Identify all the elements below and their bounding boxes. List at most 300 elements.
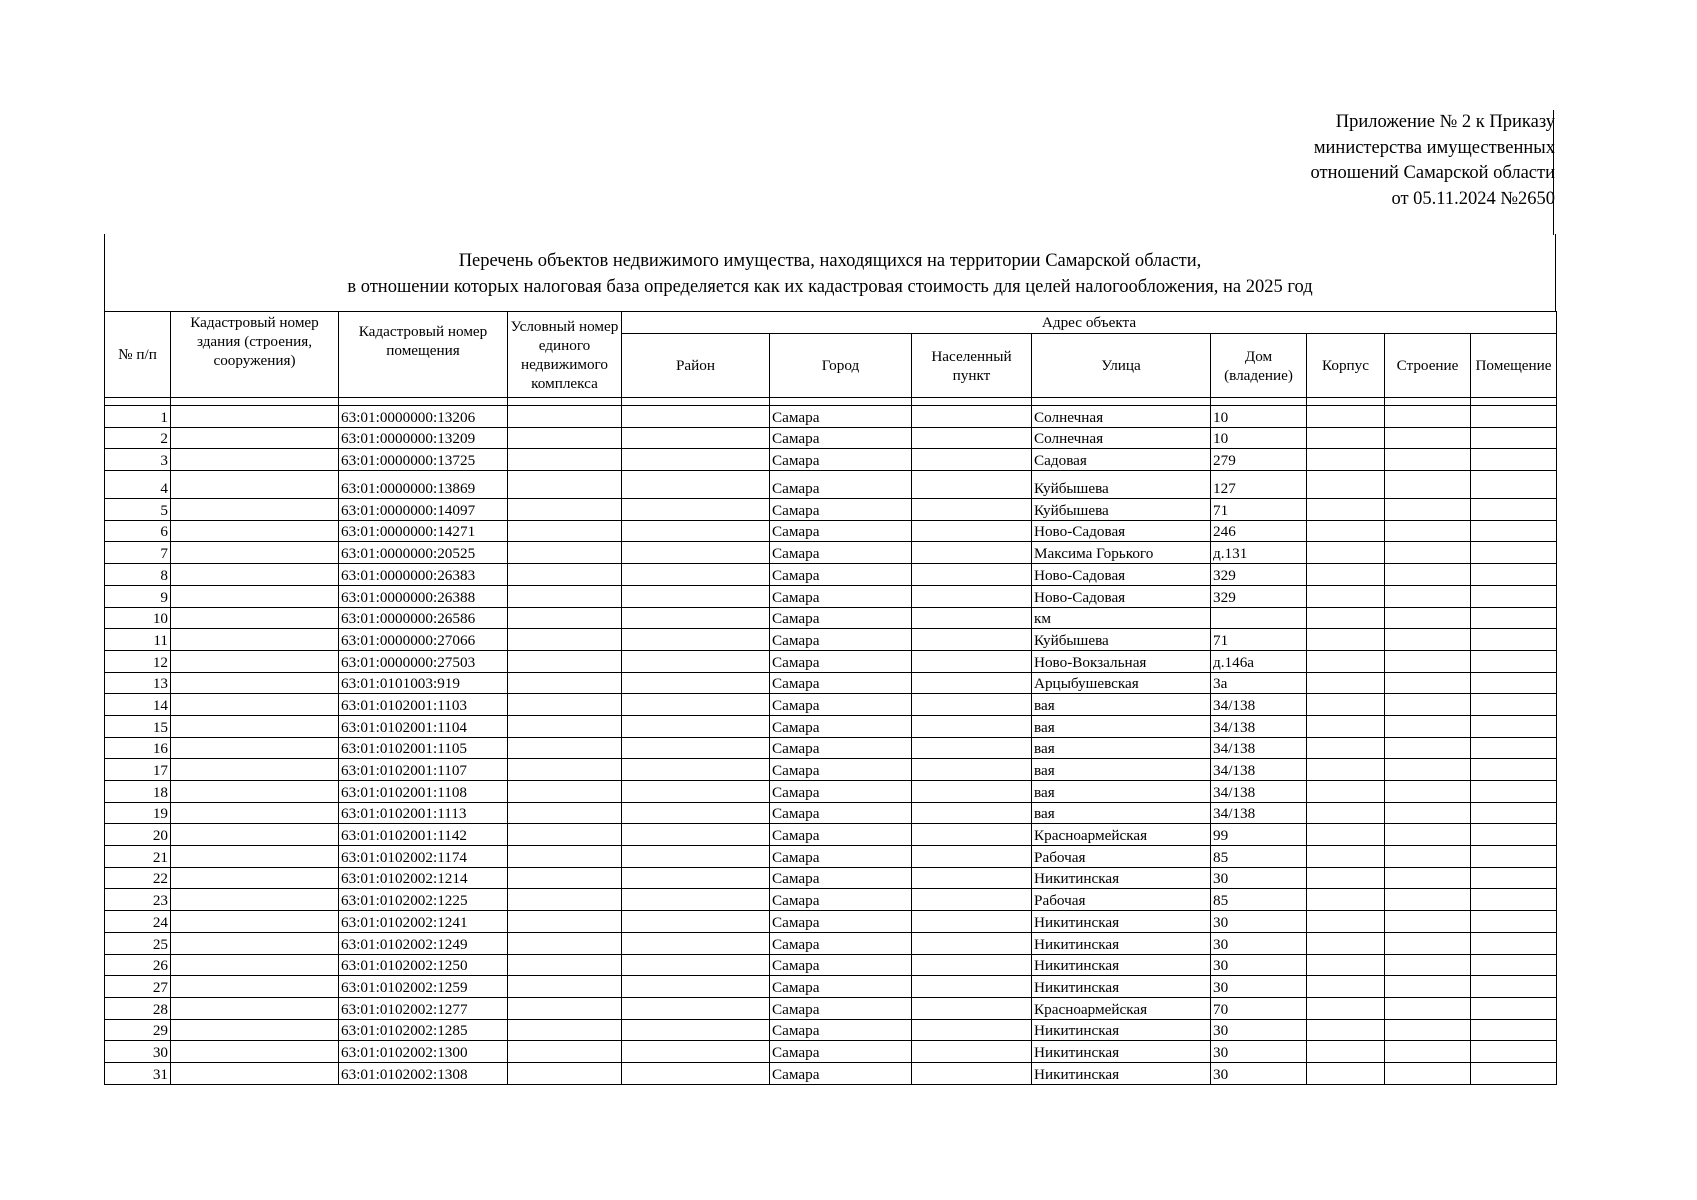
cell-korpus (1307, 650, 1385, 672)
cell-street: Куйбышева (1032, 629, 1211, 651)
cell-complex-number (508, 607, 622, 629)
table-row (105, 427, 1557, 449)
cell-num: 21 (105, 846, 171, 868)
cell-stroenie (1385, 846, 1471, 868)
table-row (105, 932, 1557, 954)
cell-premises-cadastral: 63:01:0102002:1277 (339, 997, 508, 1019)
cell-stroenie (1385, 954, 1471, 976)
cell-room (1471, 824, 1557, 846)
cell-city: Самара (770, 802, 912, 824)
cell-korpus (1307, 889, 1385, 911)
cell-room (1471, 471, 1557, 499)
cell-building-cadastral (171, 672, 339, 694)
cell-complex-number (508, 1041, 622, 1063)
cell-district (622, 759, 770, 781)
cell-district (622, 607, 770, 629)
appendix-line-2: министерства имущественных (1313, 137, 1555, 158)
cell-room (1471, 607, 1557, 629)
cell-city: Самара (770, 846, 912, 868)
cell-building-cadastral (171, 911, 339, 933)
cell-building-cadastral (171, 449, 339, 471)
table-row (105, 471, 1557, 499)
cell-house: 3а (1211, 672, 1307, 694)
cell-district (622, 715, 770, 737)
cell-room (1471, 406, 1557, 428)
cell-house: 70 (1211, 997, 1307, 1019)
cell-settlement (912, 824, 1032, 846)
cell-num: 5 (105, 499, 171, 521)
cell-house: 30 (1211, 1062, 1307, 1084)
cell-settlement (912, 449, 1032, 471)
cell-house: 246 (1211, 520, 1307, 542)
cell-complex-number (508, 997, 622, 1019)
cell-complex-number (508, 889, 622, 911)
cell-street: Куйбышева (1032, 499, 1211, 521)
table-row (105, 802, 1557, 824)
cell-city: Самара (770, 406, 912, 428)
cell-stroenie (1385, 499, 1471, 521)
cell-room (1471, 1062, 1557, 1084)
cell-settlement (912, 427, 1032, 449)
table-row (105, 520, 1557, 542)
cell-korpus (1307, 932, 1385, 954)
cell-district (622, 1062, 770, 1084)
cell-house: 34/138 (1211, 802, 1307, 824)
cell-settlement (912, 672, 1032, 694)
cell-street: Куйбышева (1032, 471, 1211, 499)
cell-room (1471, 997, 1557, 1019)
header-premises-cadastral: Кадастровый номер помещения (339, 312, 508, 398)
cell-building-cadastral (171, 694, 339, 716)
cell-premises-cadastral: 63:01:0000000:26388 (339, 585, 508, 607)
cell-premises-cadastral: 63:01:0000000:27503 (339, 650, 508, 672)
cell-settlement (912, 997, 1032, 1019)
cell-korpus (1307, 1019, 1385, 1041)
cell-house: 329 (1211, 585, 1307, 607)
table-row (105, 824, 1557, 846)
table-row (105, 629, 1557, 651)
cell-city: Самара (770, 997, 912, 1019)
header-house: Дом (владение) (1211, 334, 1307, 398)
cell-room (1471, 427, 1557, 449)
cell-num: 10 (105, 607, 171, 629)
cell-complex-number (508, 867, 622, 889)
cell-stroenie (1385, 564, 1471, 586)
cell-city: Самара (770, 585, 912, 607)
cell-settlement (912, 607, 1032, 629)
cell-city: Самара (770, 629, 912, 651)
cell-complex-number (508, 911, 622, 933)
cell-street: вая (1032, 737, 1211, 759)
table-row (105, 650, 1557, 672)
cell-settlement (912, 1019, 1032, 1041)
cell-room (1471, 449, 1557, 471)
header-num: № п/п (105, 312, 171, 398)
cell-district (622, 406, 770, 428)
cell-settlement (912, 585, 1032, 607)
cell-house: 71 (1211, 629, 1307, 651)
cell-district (622, 867, 770, 889)
cell-num: 30 (105, 1041, 171, 1063)
cell-house: 99 (1211, 824, 1307, 846)
cell-premises-cadastral: 63:01:0102002:1259 (339, 976, 508, 998)
cell-korpus (1307, 694, 1385, 716)
cell-room (1471, 542, 1557, 564)
cell-num: 29 (105, 1019, 171, 1041)
cell-complex-number (508, 694, 622, 716)
header-korpus: Корпус (1307, 334, 1385, 398)
cell-house: 30 (1211, 976, 1307, 998)
cell-settlement (912, 737, 1032, 759)
cell-street: Садовая (1032, 449, 1211, 471)
cell-street: Никитинская (1032, 911, 1211, 933)
cell-complex-number (508, 449, 622, 471)
cell-street: Ново-Вокзальная (1032, 650, 1211, 672)
cell-building-cadastral (171, 585, 339, 607)
cell-stroenie (1385, 976, 1471, 998)
document-title (104, 248, 1556, 300)
cell-city: Самара (770, 1041, 912, 1063)
cell-num: 31 (105, 1062, 171, 1084)
cell-settlement (912, 650, 1032, 672)
cell-stroenie (1385, 737, 1471, 759)
cell-city: Самара (770, 672, 912, 694)
cell-num: 16 (105, 737, 171, 759)
cell-district (622, 471, 770, 499)
cell-district (622, 672, 770, 694)
cell-street: Ново-Садовая (1032, 520, 1211, 542)
cell-settlement (912, 976, 1032, 998)
cell-korpus (1307, 802, 1385, 824)
cell-premises-cadastral: 63:01:0000000:27066 (339, 629, 508, 651)
cell-city: Самара (770, 650, 912, 672)
cell-building-cadastral (171, 629, 339, 651)
cell-city: Самара (770, 520, 912, 542)
header-street: Улица (1032, 334, 1211, 398)
cell-house: 30 (1211, 954, 1307, 976)
cell-room (1471, 976, 1557, 998)
cell-korpus (1307, 759, 1385, 781)
table-row (105, 889, 1557, 911)
cell-complex-number (508, 499, 622, 521)
table-row (105, 715, 1557, 737)
cell-premises-cadastral: 63:01:0102002:1214 (339, 867, 508, 889)
cell-korpus (1307, 427, 1385, 449)
cell-building-cadastral (171, 471, 339, 499)
cell-district (622, 585, 770, 607)
table-spacer-row (105, 398, 1557, 406)
cell-num: 6 (105, 520, 171, 542)
cell-stroenie (1385, 650, 1471, 672)
cell-settlement (912, 715, 1032, 737)
cell-room (1471, 932, 1557, 954)
cell-stroenie (1385, 781, 1471, 803)
cell-stroenie (1385, 997, 1471, 1019)
cell-stroenie (1385, 759, 1471, 781)
cell-num: 9 (105, 585, 171, 607)
cell-house: д.131 (1211, 542, 1307, 564)
cell-num: 24 (105, 911, 171, 933)
cell-settlement (912, 911, 1032, 933)
cell-korpus (1307, 867, 1385, 889)
cell-complex-number (508, 471, 622, 499)
cell-stroenie (1385, 585, 1471, 607)
cell-premises-cadastral: 63:01:0000000:13725 (339, 449, 508, 471)
cell-house: 329 (1211, 564, 1307, 586)
cell-premises-cadastral: 63:01:0102002:1241 (339, 911, 508, 933)
cell-district (622, 1019, 770, 1041)
cell-house: 34/138 (1211, 759, 1307, 781)
cell-num: 14 (105, 694, 171, 716)
cell-settlement (912, 1041, 1032, 1063)
cell-settlement (912, 781, 1032, 803)
cell-room (1471, 889, 1557, 911)
cell-stroenie (1385, 672, 1471, 694)
cell-street: вая (1032, 781, 1211, 803)
cell-complex-number (508, 406, 622, 428)
cell-building-cadastral (171, 846, 339, 868)
cell-settlement (912, 954, 1032, 976)
cell-complex-number (508, 520, 622, 542)
cell-street: Никитинская (1032, 932, 1211, 954)
cell-room (1471, 650, 1557, 672)
cell-city: Самара (770, 781, 912, 803)
cell-city: Самара (770, 427, 912, 449)
cell-premises-cadastral: 63:01:0000000:14271 (339, 520, 508, 542)
cell-premises-cadastral: 63:01:0102002:1249 (339, 932, 508, 954)
cell-house (1211, 607, 1307, 629)
table-row (105, 781, 1557, 803)
table-row (105, 607, 1557, 629)
cell-street: Никитинская (1032, 1041, 1211, 1063)
table-row (105, 737, 1557, 759)
cell-complex-number (508, 650, 622, 672)
cell-building-cadastral (171, 1062, 339, 1084)
cell-city: Самара (770, 564, 912, 586)
table-row (105, 954, 1557, 976)
header-city: Город (770, 334, 912, 398)
cell-building-cadastral (171, 759, 339, 781)
cell-korpus (1307, 1062, 1385, 1084)
cell-stroenie (1385, 406, 1471, 428)
cell-building-cadastral (171, 932, 339, 954)
cell-premises-cadastral: 63:01:0102002:1308 (339, 1062, 508, 1084)
cell-settlement (912, 471, 1032, 499)
cell-stroenie (1385, 1019, 1471, 1041)
cell-room (1471, 585, 1557, 607)
cell-complex-number (508, 564, 622, 586)
cell-house: 34/138 (1211, 694, 1307, 716)
cell-building-cadastral (171, 715, 339, 737)
cell-building-cadastral (171, 824, 339, 846)
cell-building-cadastral (171, 406, 339, 428)
cell-building-cadastral (171, 976, 339, 998)
cell-stroenie (1385, 911, 1471, 933)
cell-korpus (1307, 520, 1385, 542)
table-row (105, 499, 1557, 521)
cell-stroenie (1385, 629, 1471, 651)
cell-settlement (912, 564, 1032, 586)
cell-building-cadastral (171, 499, 339, 521)
cell-premises-cadastral: 63:01:0102001:1105 (339, 737, 508, 759)
appendix-line-4: от 05.11.2024 №2650 (1391, 188, 1555, 209)
table-row (105, 1062, 1557, 1084)
cell-district (622, 781, 770, 803)
cell-korpus (1307, 954, 1385, 976)
cell-room (1471, 737, 1557, 759)
cell-street: Красноармейская (1032, 997, 1211, 1019)
table-row (105, 759, 1557, 781)
table-row (105, 585, 1557, 607)
header-room: Помещение (1471, 334, 1557, 398)
cell-room (1471, 499, 1557, 521)
table-row (105, 1019, 1557, 1041)
cell-complex-number (508, 1062, 622, 1084)
cell-street: км (1032, 607, 1211, 629)
cell-premises-cadastral: 63:01:0000000:26383 (339, 564, 508, 586)
cell-street: Рабочая (1032, 889, 1211, 911)
cell-stroenie (1385, 471, 1471, 499)
cell-settlement (912, 846, 1032, 868)
cell-korpus (1307, 607, 1385, 629)
cell-premises-cadastral: 63:01:0000000:13869 (339, 471, 508, 499)
cell-settlement (912, 406, 1032, 428)
header-settlement: Населенный пункт (912, 334, 1032, 398)
cell-house: 30 (1211, 1019, 1307, 1041)
cell-stroenie (1385, 889, 1471, 911)
cell-house: 34/138 (1211, 781, 1307, 803)
cell-building-cadastral (171, 650, 339, 672)
cell-korpus (1307, 542, 1385, 564)
cell-street: Солнечная (1032, 427, 1211, 449)
table-row (105, 867, 1557, 889)
cell-korpus (1307, 781, 1385, 803)
cell-settlement (912, 802, 1032, 824)
cell-korpus (1307, 1041, 1385, 1063)
cell-complex-number (508, 629, 622, 651)
table-row (105, 694, 1557, 716)
cell-num: 4 (105, 471, 171, 499)
cell-complex-number (508, 954, 622, 976)
cell-city: Самара (770, 1019, 912, 1041)
cell-settlement (912, 1062, 1032, 1084)
cell-stroenie (1385, 427, 1471, 449)
cell-city: Самара (770, 737, 912, 759)
cell-premises-cadastral: 63:01:0000000:13206 (339, 406, 508, 428)
cell-house: 34/138 (1211, 715, 1307, 737)
header-address-group: Адрес объекта (622, 312, 1557, 334)
cell-num: 18 (105, 781, 171, 803)
cell-korpus (1307, 911, 1385, 933)
cell-district (622, 650, 770, 672)
cell-premises-cadastral: 63:01:0102001:1142 (339, 824, 508, 846)
cell-complex-number (508, 802, 622, 824)
table-row (105, 542, 1557, 564)
cell-korpus (1307, 564, 1385, 586)
cell-city: Самара (770, 954, 912, 976)
cell-num: 23 (105, 889, 171, 911)
table-row (105, 564, 1557, 586)
cell-building-cadastral (171, 427, 339, 449)
cell-korpus (1307, 471, 1385, 499)
cell-district (622, 911, 770, 933)
table-body (105, 398, 1557, 1085)
cell-premises-cadastral: 63:01:0102001:1103 (339, 694, 508, 716)
cell-district (622, 520, 770, 542)
cell-room (1471, 1041, 1557, 1063)
table-header (105, 312, 1557, 398)
cell-house: 85 (1211, 889, 1307, 911)
cell-room (1471, 715, 1557, 737)
cell-num: 25 (105, 932, 171, 954)
cell-district (622, 629, 770, 651)
cell-house: 279 (1211, 449, 1307, 471)
cell-premises-cadastral: 63:01:0102002:1285 (339, 1019, 508, 1041)
cell-street: Красноармейская (1032, 824, 1211, 846)
table-row (105, 406, 1557, 428)
cell-district (622, 802, 770, 824)
cell-house: 85 (1211, 846, 1307, 868)
cell-complex-number (508, 585, 622, 607)
objects-table (104, 311, 1557, 1085)
cell-city: Самара (770, 911, 912, 933)
cell-korpus (1307, 715, 1385, 737)
cell-street: Никитинская (1032, 954, 1211, 976)
cell-premises-cadastral: 63:01:0102001:1113 (339, 802, 508, 824)
cell-street: вая (1032, 694, 1211, 716)
cell-complex-number (508, 737, 622, 759)
cell-settlement (912, 694, 1032, 716)
title-line-1: Перечень объектов недвижимого имущества, находящихся на территории Самарской области, (458, 251, 1202, 271)
cell-num: 22 (105, 867, 171, 889)
cell-stroenie (1385, 867, 1471, 889)
cell-korpus (1307, 846, 1385, 868)
cell-complex-number (508, 542, 622, 564)
cell-district (622, 737, 770, 759)
cell-district (622, 499, 770, 521)
cell-stroenie (1385, 802, 1471, 824)
cell-building-cadastral (171, 737, 339, 759)
cell-settlement (912, 932, 1032, 954)
header-building-cadastral: Кадастровый номер здания (строения, сооружения) (171, 312, 339, 398)
cell-stroenie (1385, 694, 1471, 716)
cell-num: 7 (105, 542, 171, 564)
cell-premises-cadastral: 63:01:0102001:1108 (339, 781, 508, 803)
cell-settlement (912, 759, 1032, 781)
cell-city: Самара (770, 499, 912, 521)
cell-city: Самара (770, 694, 912, 716)
cell-street: Никитинская (1032, 1062, 1211, 1084)
cell-city: Самара (770, 976, 912, 998)
cell-num: 15 (105, 715, 171, 737)
cell-complex-number (508, 976, 622, 998)
cell-complex-number (508, 759, 622, 781)
cell-house: 10 (1211, 406, 1307, 428)
cell-complex-number (508, 672, 622, 694)
cell-street: вая (1032, 759, 1211, 781)
cell-city: Самара (770, 867, 912, 889)
cell-room (1471, 867, 1557, 889)
cell-stroenie (1385, 449, 1471, 471)
cell-street: Рабочая (1032, 846, 1211, 868)
cell-settlement (912, 889, 1032, 911)
cell-complex-number (508, 846, 622, 868)
cell-stroenie (1385, 932, 1471, 954)
cell-korpus (1307, 997, 1385, 1019)
cell-stroenie (1385, 607, 1471, 629)
header-stroenie: Строение (1385, 334, 1471, 398)
table-row (105, 672, 1557, 694)
